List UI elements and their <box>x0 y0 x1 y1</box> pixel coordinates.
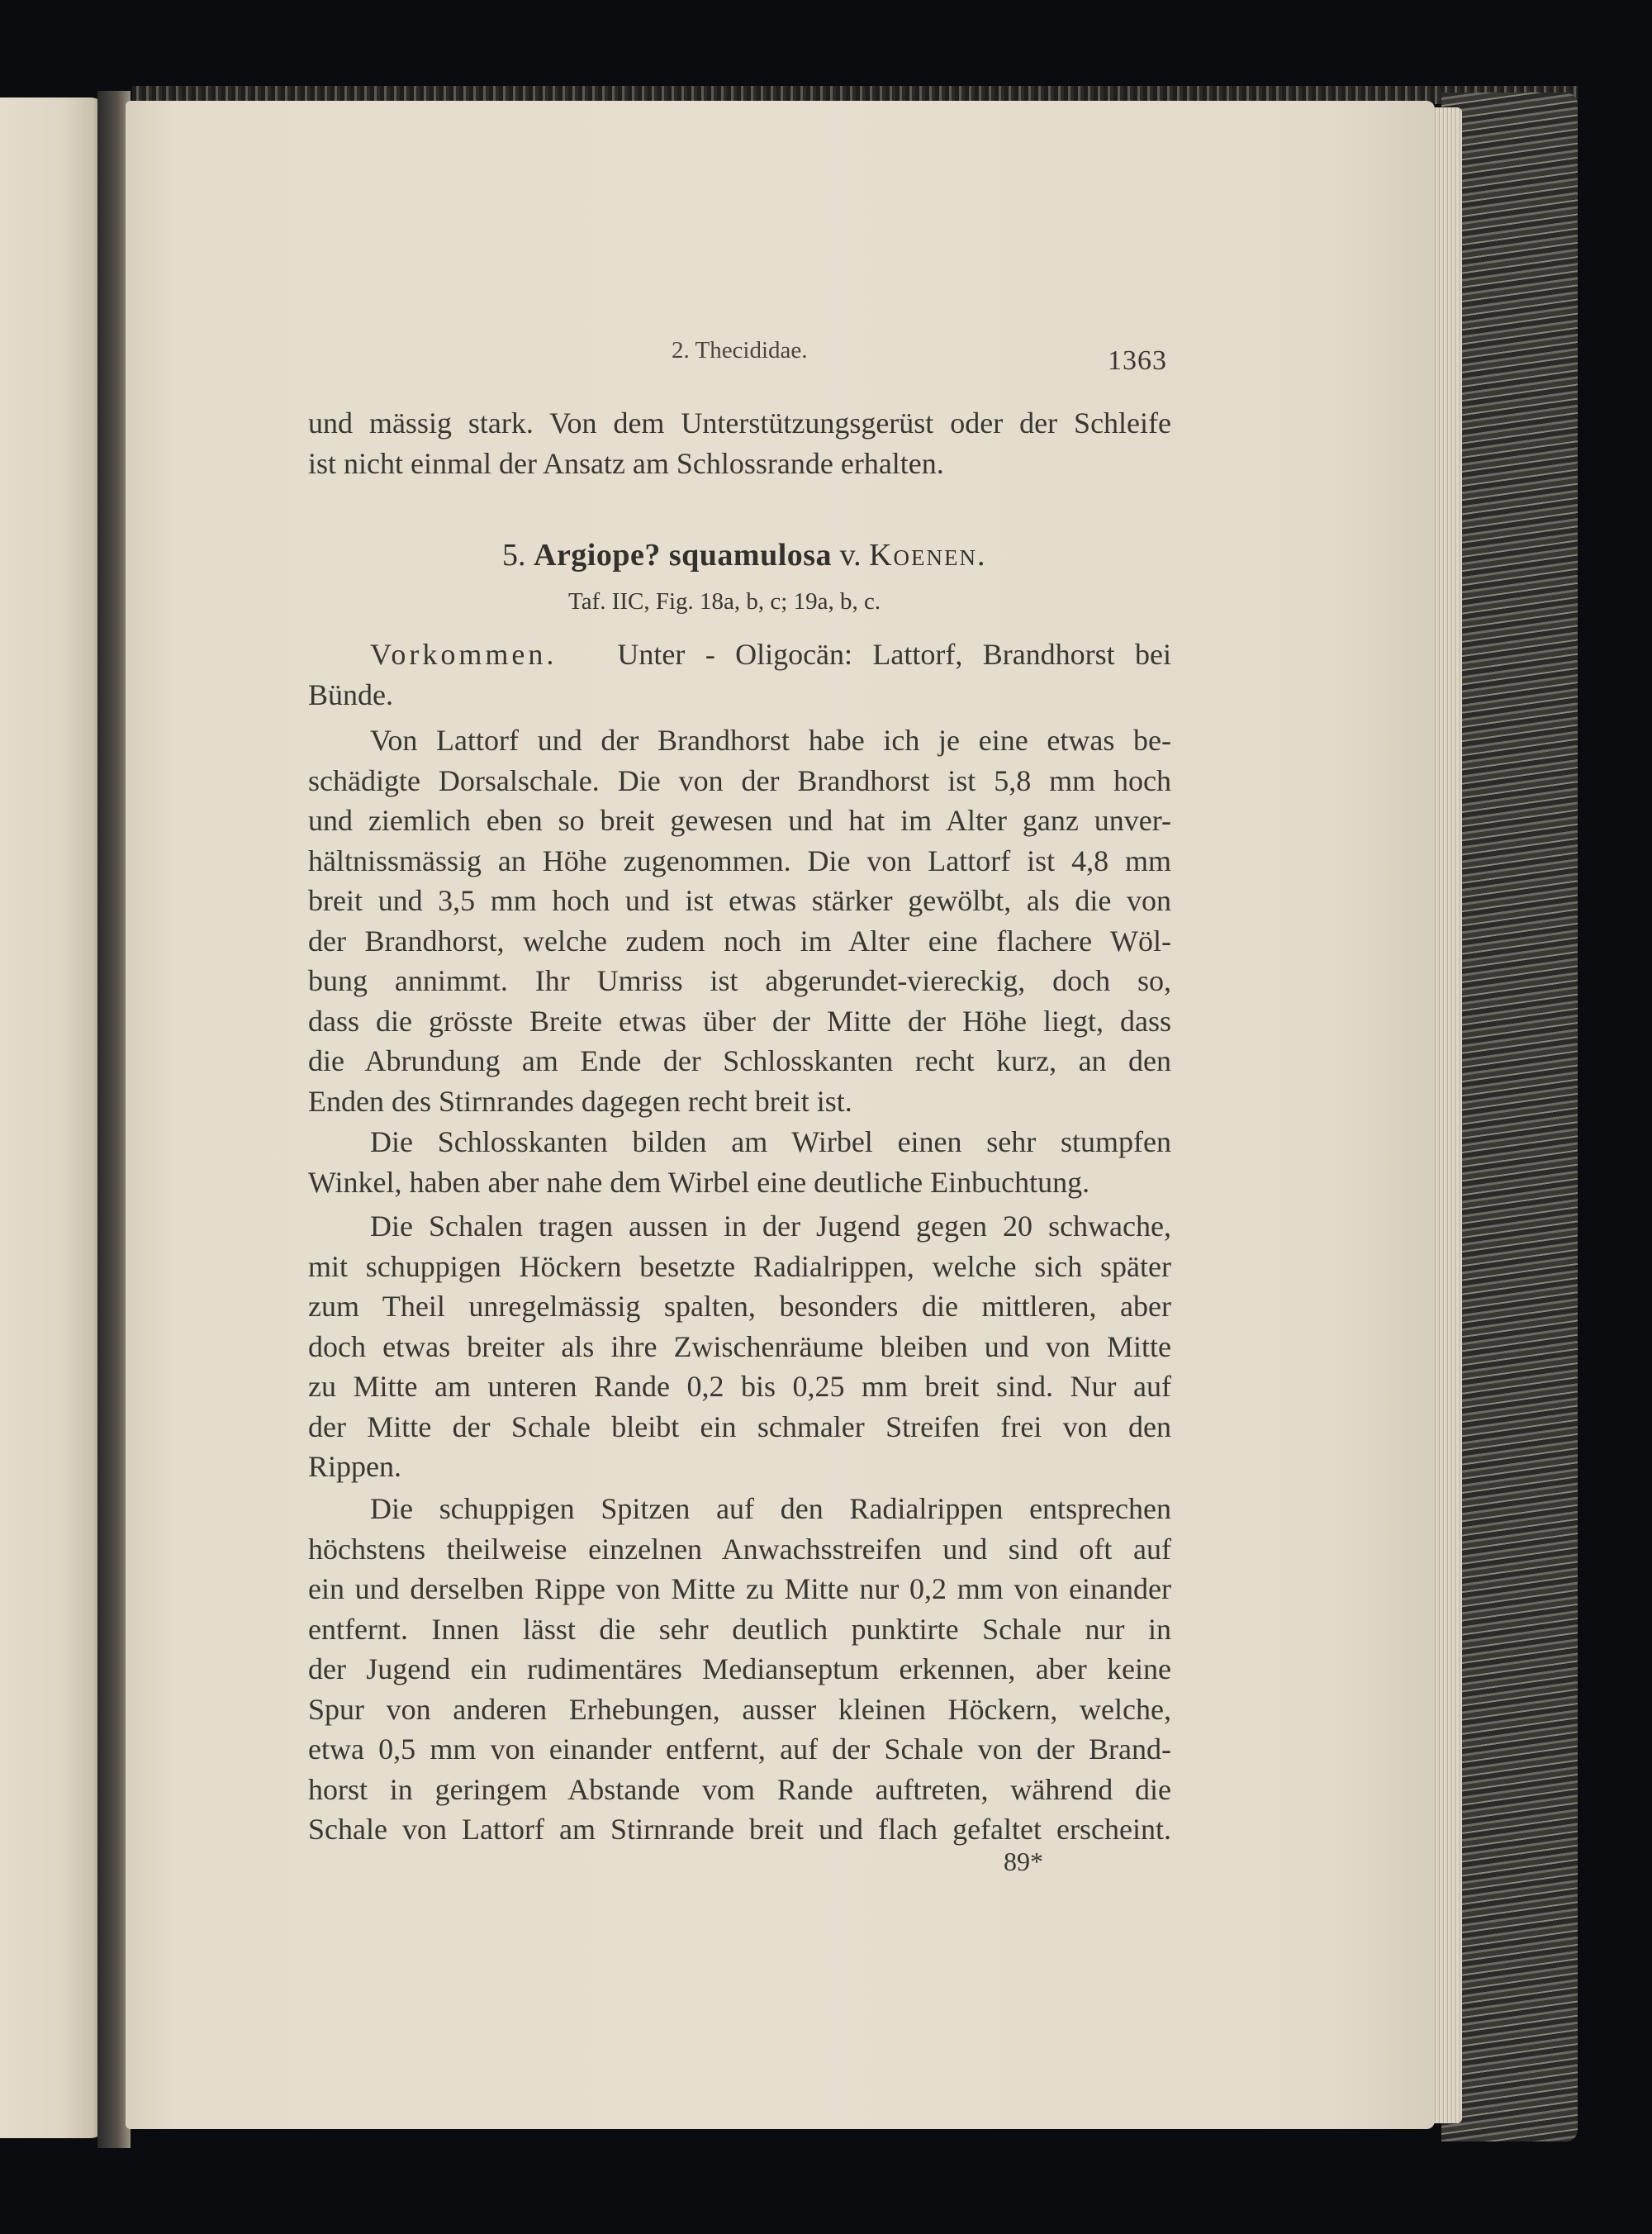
text-line: Spur von anderen Erhebungen, ausser kleinen Höckern, welche, <box>308 1692 1171 1726</box>
signature-mark: 89* <box>1004 1847 1043 1876</box>
species-author: Koenen. <box>869 538 987 573</box>
text-line: Von Lattorf und der Brandhorst habe ich je eine etwas be- <box>370 724 1171 757</box>
page-number: 1363 <box>1108 345 1167 376</box>
text-line: die Abrundung am Ende der Schlosskanten recht kurz, an den <box>308 1044 1171 1077</box>
paragraph <box>308 1122 1171 1202</box>
text-line: bung annimmt. Ihr Umriss ist abgerundet-viereckig, doch so, <box>308 964 1171 997</box>
text-line: horst in geringem Abstande vom Rande auftreten, während die <box>308 1772 1171 1806</box>
text-line: Rippen. <box>308 1450 401 1483</box>
text-line: breit und 3,5 mm hoch und ist etwas stärker gewölbt, als die von <box>308 884 1171 917</box>
text-line: Die schuppigen Spitzen auf den Radialrippen entsprechen <box>370 1492 1171 1525</box>
text-line: mit schuppigen Höckern besetzte Radialrippen, welche sich später <box>308 1249 1171 1283</box>
text-line: schädigte Dorsalschale. Die von der Brandhorst ist 5,8 mm hoch <box>308 763 1171 797</box>
text-line: zum Theil unregelmässig spalten, besonders die mittleren, aber <box>308 1290 1171 1323</box>
species-name: Argiope? squamulosa <box>534 538 833 573</box>
occurrence-line-inner <box>308 635 1171 675</box>
occurrence-text: Unter - Oligocän: Lattorf, Brandhorst bei <box>617 638 1172 671</box>
species-author-prefix: v. <box>839 538 862 573</box>
text-line: Winkel, haben aber nahe dem Wirbel eine deutliche Einbuchtung. <box>308 1165 1090 1199</box>
paragraph <box>308 1206 1171 1487</box>
text-line: Bünde. <box>308 677 393 711</box>
text-line: Die Schalen tragen aussen in der Jugend gegen 20 schwache, <box>370 1210 1171 1243</box>
text-line: der Jugend ein rudimentäres Medianseptum erkennen, aber keine <box>308 1652 1171 1685</box>
text-line: der Mitte der Schale bleibt ein schmaler Streifen frei von den <box>308 1409 1171 1443</box>
occurrence-line <box>308 635 1171 675</box>
text-line: zu Mitte am unteren Rande 0,2 bis 0,25 mm breit sind. Nur auf <box>308 1370 1171 1403</box>
text-line: etwa 0,5 mm von einander entfernt, auf der Schale von der Brand- <box>308 1733 1171 1766</box>
text-line: höchstens theilweise einzelnen Anwachsstreifen und sind oft auf <box>308 1532 1171 1566</box>
text-line: hältnissmässig an Höhe zugenommen. Die von Lattorf ist 4,8 mm <box>308 844 1171 877</box>
paragraph <box>308 720 1171 1121</box>
occurrence-label: Vorkommen. <box>370 638 558 671</box>
text-line: ist nicht einmal der Ansatz am Schlossrande erhalten. <box>308 446 944 480</box>
left-facing-page <box>0 97 106 2138</box>
text-line: entfernt. Innen lässt die sehr deutlich punktirte Schale nur in <box>308 1612 1171 1646</box>
intro-paragraph <box>308 403 1171 483</box>
plate-reference: Taf. IIC, Fig. 18a, b, c; 19a, b, c. <box>568 588 881 615</box>
occurrence-paragraph <box>308 635 1171 715</box>
paragraph <box>308 1489 1171 1850</box>
text-line: und mässig stark. Von dem Unterstützungsgerüst oder der Schleife <box>308 406 1171 440</box>
species-heading <box>502 537 987 573</box>
text-line: Die Schlosskanten bilden am Wirbel einen sehr stumpfen <box>370 1125 1171 1158</box>
text-line: Enden des Stirnrandes dagegen recht breit ist. <box>308 1084 852 1118</box>
text-line: ein und derselben Rippe von Mitte zu Mitte nur 0,2 mm von einander <box>308 1572 1171 1605</box>
text-line: Schale von Lattorf am Stirnrande breit und flach gefaltet erscheint. <box>308 1813 1171 1846</box>
text-line: der Brandhorst, welche zudem noch im Alter eine flachere Wöl- <box>308 924 1171 958</box>
running-head: 2. Thecididae. <box>672 337 808 364</box>
text-line: doch etwas breiter als ihre Zwischenräume bleiben und von Mitte <box>308 1329 1171 1363</box>
text-line: dass die grösste Breite etwas über der Mitte der Höhe liegt, dass <box>308 1004 1171 1038</box>
species-number: 5. <box>502 538 526 573</box>
text-line: und ziemlich eben so breit gewesen und hat im Alter ganz unver- <box>308 804 1171 837</box>
